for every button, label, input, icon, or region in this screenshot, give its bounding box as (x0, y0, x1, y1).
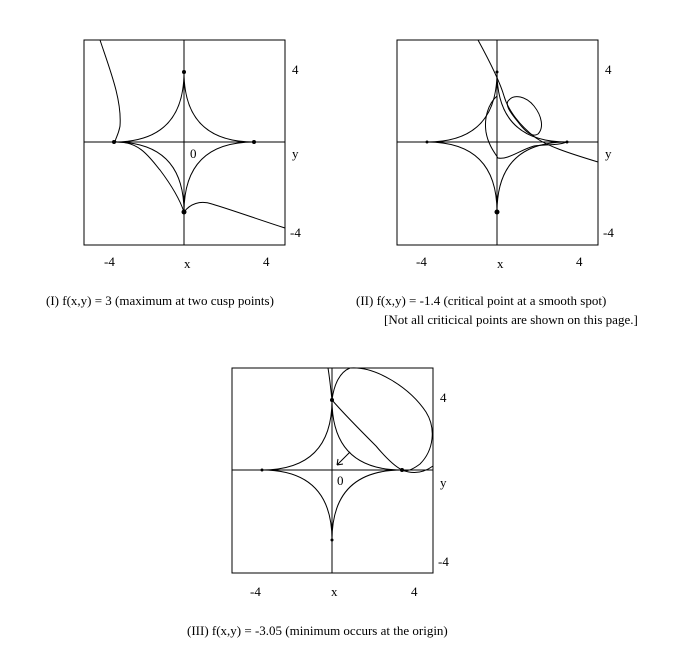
panel-1 (84, 40, 301, 271)
panel-3-x-max-label: 4 (411, 584, 418, 599)
panel-2-y-axis-label: y (605, 146, 612, 161)
panel-2-x-min-label: -4 (416, 254, 427, 269)
panel-2-y-top-label: 4 (605, 62, 612, 77)
panel-2-cusp-left (426, 141, 429, 144)
panel-1-caption: (I) f(x,y) = 3 (maximum at two cusp points) (46, 293, 274, 308)
panel-2-cusp-bottom (495, 210, 500, 215)
panel-1-level-curve-left (100, 40, 184, 212)
panel-1-y-top-label: 4 (292, 62, 299, 77)
panel-1-x-min-label: -4 (104, 254, 115, 269)
panel-1-y-axis-label: y (292, 146, 299, 161)
panel-2 (397, 40, 614, 271)
panel-3-caption: (III) f(x,y) = -3.05 (minimum occurs at the origin) (187, 623, 448, 638)
panel-1-y-bottom-label: -4 (290, 225, 301, 240)
panel-3-origin-arrow (337, 452, 350, 465)
panel-3-y-bottom-label: -4 (438, 554, 449, 569)
panel-2-y-bottom-label: -4 (603, 225, 614, 240)
panel-2-level-curve-main (478, 40, 598, 162)
panel-3-cusp-bottom (331, 539, 334, 542)
panel-3-y-axis-label: y (440, 475, 447, 490)
panel-2-cusp-top (496, 71, 499, 74)
panel-2-level-loop (507, 97, 541, 135)
panel-3-x-axis-label: x (331, 584, 338, 599)
panel-3-x-min-label: -4 (250, 584, 261, 599)
panel-3 (232, 368, 449, 599)
panel-3-cusp-left (261, 469, 264, 472)
panel-3-y-top-label: 4 (440, 390, 447, 405)
panel-2-level-curve-inner (485, 96, 567, 158)
panel-3-level-stub-right (402, 466, 433, 473)
panel-1-origin-label: 0 (190, 146, 197, 161)
panel-1-cusp-top (182, 70, 186, 74)
panel-3-level-stub-left (328, 368, 332, 400)
panel-2-note: [Not all criticical points are shown on this page.] (384, 312, 638, 327)
panel-1-level-curve-right (184, 202, 285, 228)
panel-1-x-axis-label: x (184, 256, 191, 271)
panel-2-x-max-label: 4 (576, 254, 583, 269)
panel-3-origin-label: 0 (337, 473, 344, 488)
panel-1-cusp-right (252, 140, 256, 144)
panel-1-x-max-label: 4 (263, 254, 270, 269)
panel-2-caption: (II) f(x,y) = -1.4 (critical point at a smooth spot) (356, 293, 607, 308)
panel-2-x-axis-label: x (497, 256, 504, 271)
